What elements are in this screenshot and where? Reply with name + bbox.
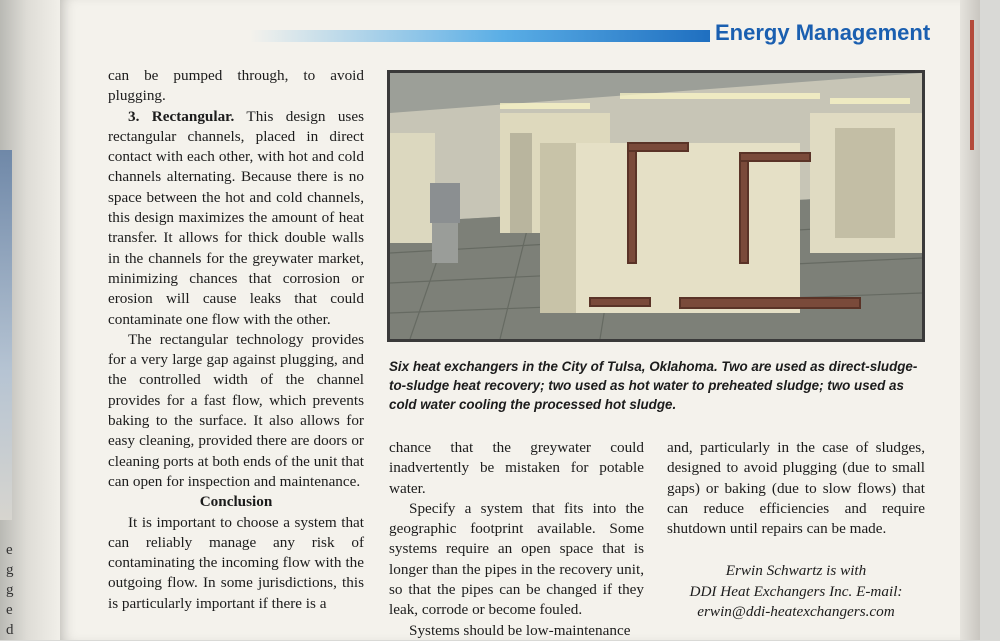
prev-letter: g: [6, 562, 14, 578]
prev-letter: e: [6, 542, 13, 558]
page-edge: [960, 0, 980, 640]
photo-illustration: [390, 73, 922, 339]
left-column: [108, 66, 364, 614]
figure-caption: Six heat exchangers in the City of Tulsa, Oklahoma. Two are used as direct-sludge-to-sludge heat recovery; two used as hot water to preheated sludge; two used as cold water cooling the processed hot sludge.: [389, 359, 918, 412]
previous-page-text-fragment: [6, 540, 26, 640]
paragraph: chance that the greywater could inadvertently be mistaken for potable water.: [389, 439, 644, 497]
conclusion-heading: Conclusion: [199, 493, 273, 511]
middle-column: [389, 438, 644, 641]
author-email[interactable]: erwin@ddi-heatexchangers.com: [697, 603, 895, 621]
section-header-bar: [250, 30, 710, 42]
paragraph: It is important to choose a system that can reliably manage any risk of contaminating the incoming flow with the outgoing flow. In some jurisdictions, this is particularly important if there is a: [108, 513, 364, 612]
paragraph: The rectangular technology provides for a very large gap against plugging, and the controlled width of the channel provides for a fast flow, which prevents baking to the surface. It also allows for easy cleaning, provided there are doors or cleaning ports at both ends of the unit that can open for inspection and maintenance.: [108, 330, 364, 490]
author-bio-line: DDI Heat Exchangers Inc. E-mail:: [689, 582, 903, 600]
previous-page-image-strip: [0, 150, 12, 520]
paragraph: can be pumped through, to avoid plugging.: [108, 67, 364, 105]
paragraph: and, particularly in the case of sludges, designed to avoid plugging (due to small gaps) or baking (due to slow flows) that can reduce efficiencies and require shutdown until repairs can be made.: [667, 439, 925, 538]
right-column: [667, 438, 925, 622]
paragraph-lead: 3. Rectangular.: [128, 107, 235, 125]
paragraph: Specify a system that fits into the geographic footprint available. Some systems require an open space that is longer than the pipes in the recovery unit, so that the pipes can be changed if they leak, corrode or become fouled.: [389, 499, 644, 619]
prev-letter: d: [6, 622, 14, 638]
page-edge-tab: [970, 20, 974, 150]
section-title: Energy Management: [715, 20, 931, 45]
prev-letter: e: [6, 602, 13, 618]
paragraph-rectangular: [108, 107, 364, 330]
paragraph-body: This design uses rectangular channels, placed in direct contact with each other, with hot and cold channels alternating. Because there is no space between the hot and cold channels, this design maximizes the amount of heat transfer. It allows for thick double walls in the channels for the greywater market, minimizing chances that corrosion or erosion will cause leaks that could contaminate one flow with the other.: [108, 107, 364, 328]
prev-letter: g: [6, 582, 14, 598]
heat-exchangers-photo: [387, 70, 925, 342]
paragraph: Systems should be low-maintenance: [409, 621, 631, 639]
author-bio-line: Erwin Schwartz is with: [725, 562, 867, 580]
